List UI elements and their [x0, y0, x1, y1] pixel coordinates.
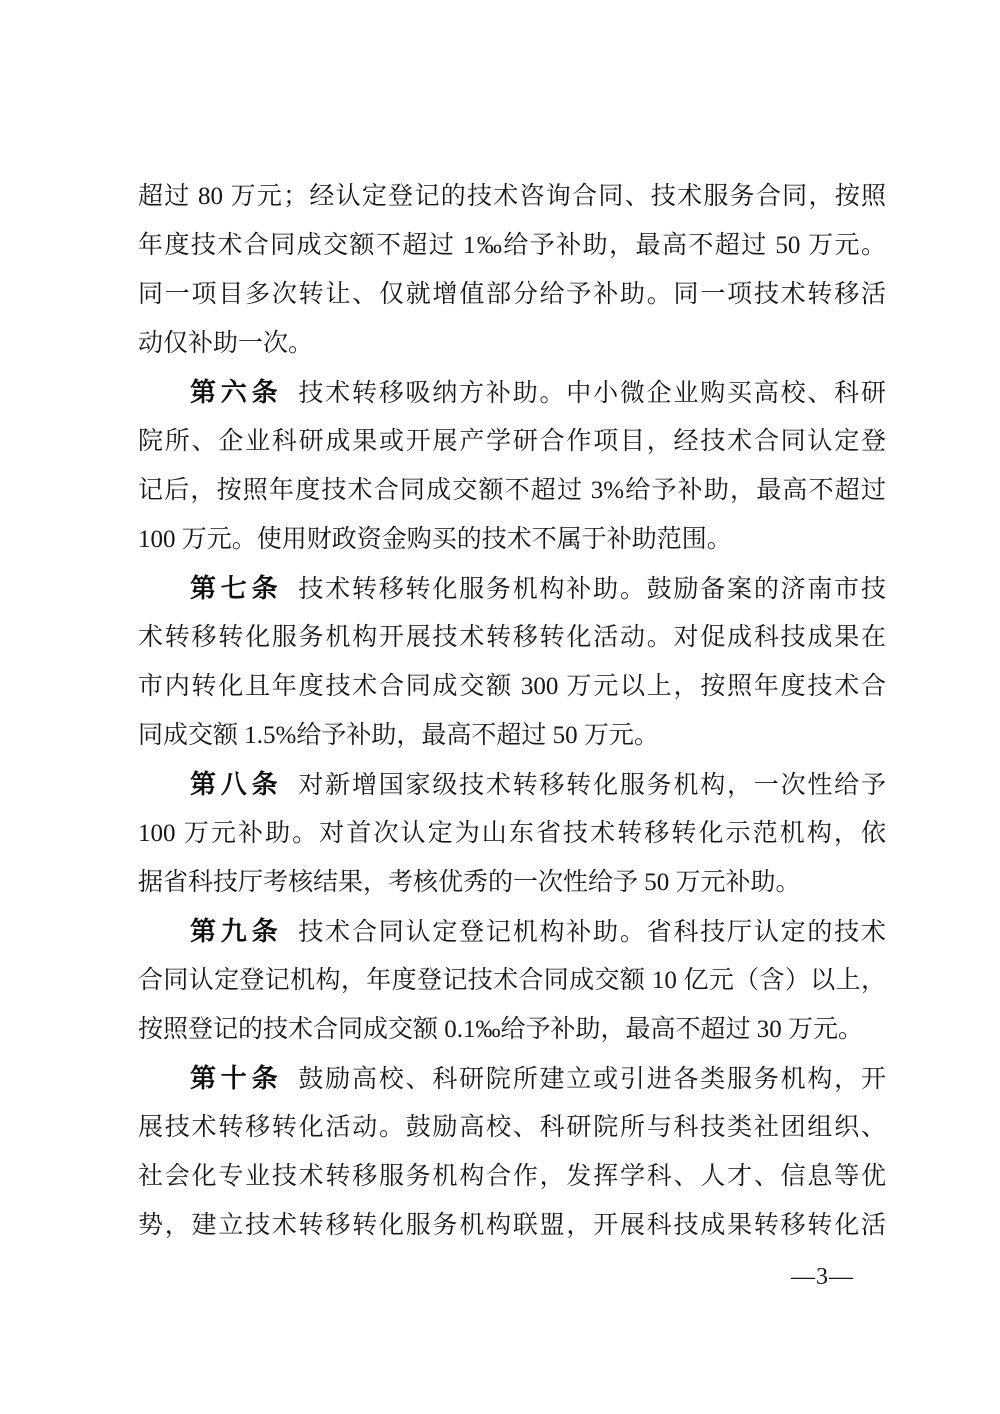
text-line-2: 年度技术合同成交额不超过 1‰给予补助，最高不超过 50 万元。	[138, 232, 886, 259]
text-line-4: 动仅补助一次。	[138, 330, 314, 357]
text-line-11: 市内转化且年度技术合同成交额 300 万元以上，按照年度技术合	[138, 673, 886, 700]
text-line-5	[138, 368, 886, 417]
text-line-1: 超过 80 万元；经认定登记的技术咨询合同、技术服务合同，按照	[138, 183, 886, 210]
text-line-20: 展技术转移转化活动。鼓励高校、科研院所与科技类社团组织、	[138, 1114, 886, 1141]
text-line-8: 100 万元。使用财政资金购买的技术不属于补助范围。	[138, 526, 732, 553]
article-number-label: 第七条	[190, 573, 283, 603]
text-line-7: 记后，按照年度技术合同成交额不超过 3%给予补助，最高不超过	[138, 477, 886, 504]
text-line-16	[138, 907, 886, 956]
line-text: 技术转移转化服务机构补助。鼓励备案的济南市技	[298, 576, 886, 603]
text-line-10: 术转移转化服务机构开展技术转移转化活动。对促成科技成果在	[138, 624, 886, 651]
text-line-14: 100 万元补助。对首次认定为山东省技术转移转化示范机构，依	[138, 820, 886, 847]
page-number: —3—	[791, 1264, 854, 1290]
line-text: 对新增国家级技术转移转化服务机构，一次性给予	[298, 772, 886, 799]
line-text: 技术合同认定登记机构补助。省科技厅认定的技术	[298, 919, 886, 946]
line-text: 鼓励高校、科研院所建立或引进各类服务机构，开	[298, 1066, 886, 1093]
text-line-3: 同一项目多次转让、仅就增值部分给予补助。同一项技术转移活	[138, 281, 886, 308]
text-line-17: 合同认定登记机构，年度登记技术合同成交额 10 亿元（含）以上，	[138, 967, 886, 994]
text-line-13	[138, 760, 886, 809]
text-line-21: 社会化专业技术转移服务机构合作，发挥学科、人才、信息等优	[138, 1163, 886, 1190]
article-number-label: 第十条	[190, 1063, 283, 1093]
text-line-18: 按照登记的技术合同成交额 0.1‰给予补助，最高不超过 30 万元。	[138, 1016, 864, 1043]
text-line-19	[138, 1054, 886, 1103]
document-body	[138, 172, 886, 1250]
text-line-9	[138, 564, 886, 613]
article-number-label: 第六条	[190, 377, 283, 407]
line-text: 技术转移吸纳方补助。中小微企业购买高校、科研	[298, 380, 886, 407]
text-line-12: 同成交额 1.5%给予补助，最高不超过 50 万元。	[138, 722, 659, 749]
text-line-15: 据省科技厅考核结果，考核优秀的一次性给予 50 万元补助。	[138, 869, 801, 896]
article-number-label: 第八条	[190, 769, 283, 799]
article-number-label: 第九条	[190, 916, 283, 946]
text-line-6: 院所、企业科研成果或开展产学研合作项目，经技术合同认定登	[138, 428, 886, 455]
text-line-22: 势，建立技术转移转化服务机构联盟，开展科技成果转移转化活	[138, 1212, 886, 1239]
